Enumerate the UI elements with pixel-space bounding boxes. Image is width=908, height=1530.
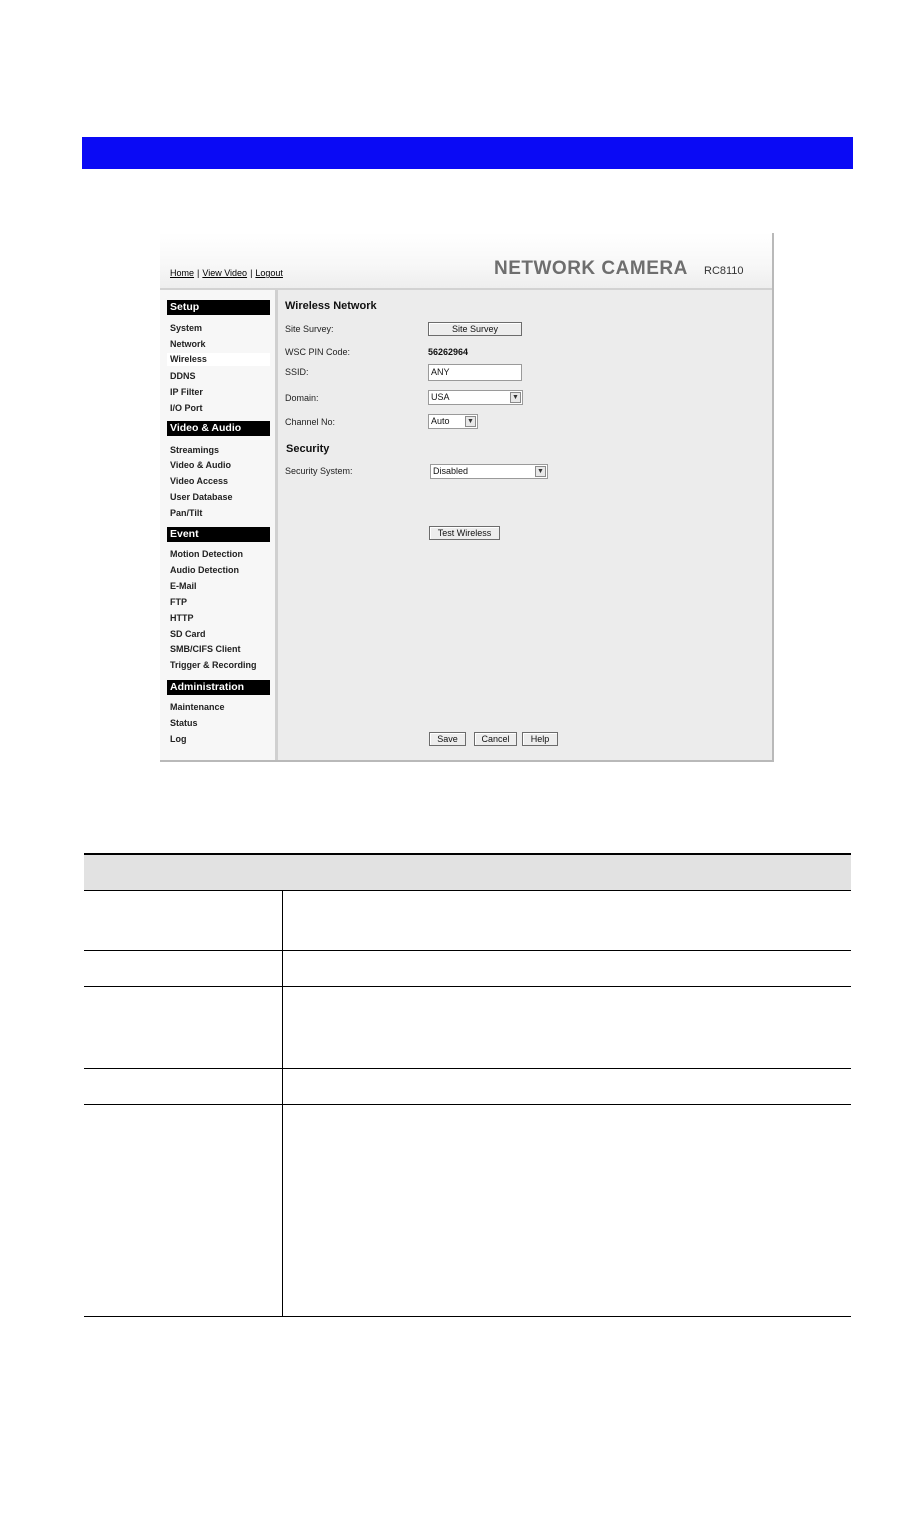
channel-select[interactable] xyxy=(428,414,478,429)
table-row xyxy=(84,891,851,951)
table-cell xyxy=(283,987,852,1069)
security-system-label: Security System: xyxy=(285,466,353,476)
sidebar-item-http[interactable]: HTTP xyxy=(170,613,194,623)
sidebar-item-wireless[interactable]: Wireless xyxy=(167,353,270,366)
sidebar-heading-video-audio: Video & Audio xyxy=(167,421,270,436)
sidebar-item-audio-detection[interactable]: Audio Detection xyxy=(170,565,239,575)
table-cell xyxy=(84,1105,283,1317)
table-row xyxy=(84,987,851,1069)
header xyxy=(160,233,772,290)
sidebar-heading-administration: Administration xyxy=(167,680,270,695)
sidebar-item-system[interactable]: System xyxy=(170,323,203,333)
domain-label: Domain: xyxy=(285,393,319,403)
table-cell xyxy=(84,891,283,951)
brand-title: NETWORK CAMERA xyxy=(494,258,688,279)
sidebar-item-user-database[interactable]: User Database xyxy=(170,492,233,502)
sidebar-item-ip-filter[interactable]: IP Filter xyxy=(170,387,203,397)
domain-select[interactable] xyxy=(428,390,523,405)
test-wireless-button[interactable]: Test Wireless xyxy=(429,526,500,540)
security-system-select[interactable] xyxy=(430,464,548,479)
sidebar-item-pan-tilt[interactable]: Pan/Tilt xyxy=(170,508,203,518)
sidebar-item-trigger-recording[interactable]: Trigger & Recording xyxy=(170,660,257,670)
channel-selected-value: Auto xyxy=(431,416,450,426)
table-row xyxy=(84,1069,851,1105)
sidebar-item-motion-detection[interactable]: Motion Detection xyxy=(170,549,243,559)
sidebar-item-maintenance[interactable]: Maintenance xyxy=(170,702,225,712)
section-title-security: Security xyxy=(286,443,330,455)
section-title-wireless-network: Wireless Network xyxy=(285,300,377,312)
sidebar-item-ftp[interactable]: FTP xyxy=(170,597,187,607)
site-survey-label: Site Survey: xyxy=(285,324,334,334)
model-number: RC8110 xyxy=(704,265,744,277)
wsc-pin-label: WSC PIN Code: xyxy=(285,347,351,357)
table-cell xyxy=(84,987,283,1069)
ssid-label: SSID: xyxy=(285,367,309,377)
table-header-row xyxy=(84,854,851,891)
sidebar-item-network[interactable]: Network xyxy=(170,339,206,349)
sidebar-item-ddns[interactable]: DDNS xyxy=(170,371,196,381)
domain-selected-value: USA xyxy=(431,392,450,402)
sidebar-item-smb-cifs-client[interactable]: SMB/CIFS Client xyxy=(170,644,241,654)
table-cell xyxy=(84,951,283,987)
ssid-field[interactable]: ANY xyxy=(428,364,522,381)
link-separator: | xyxy=(250,268,253,278)
channel-label: Channel No: xyxy=(285,417,336,427)
save-button[interactable]: Save xyxy=(429,732,466,746)
sidebar-item-video-audio[interactable]: Video & Audio xyxy=(170,460,232,470)
sidebar-item-streamings[interactable]: Streamings xyxy=(170,445,220,455)
table-row xyxy=(84,951,851,987)
sidebar-heading-event: Event xyxy=(167,527,270,542)
site-survey-button[interactable]: Site Survey xyxy=(428,322,522,336)
camera-web-ui-screenshot xyxy=(160,233,774,762)
sidebar xyxy=(160,290,278,760)
sidebar-item-io-port[interactable]: I/O Port xyxy=(170,403,203,413)
title-bar xyxy=(82,137,853,169)
wsc-pin-value: 56262964 xyxy=(428,347,469,357)
link-separator: | xyxy=(197,268,200,278)
chevron-down-icon[interactable]: ▼ xyxy=(535,466,546,477)
home-link[interactable]: Home xyxy=(170,268,195,278)
table-cell xyxy=(283,1069,852,1105)
table-row xyxy=(84,1105,851,1317)
table-cell xyxy=(283,951,852,987)
sidebar-item-video-access[interactable]: Video Access xyxy=(170,476,229,486)
help-button[interactable]: Help xyxy=(522,732,558,746)
sidebar-item-sd-card[interactable]: SD Card xyxy=(170,629,206,639)
chevron-down-icon[interactable]: ▼ xyxy=(465,416,476,427)
security-system-selected-value: Disabled xyxy=(433,466,469,476)
cancel-button[interactable]: Cancel xyxy=(474,732,517,746)
sidebar-item-status[interactable]: Status xyxy=(170,718,198,728)
table-cell xyxy=(283,891,852,951)
sidebar-heading-setup: Setup xyxy=(167,300,270,315)
sidebar-item-log[interactable]: Log xyxy=(170,734,187,744)
logout-link[interactable]: Logout xyxy=(255,268,283,278)
table-cell xyxy=(283,1105,852,1317)
view-video-link[interactable]: View Video xyxy=(202,268,248,278)
chevron-down-icon[interactable]: ▼ xyxy=(510,392,521,403)
table-header-cell xyxy=(84,854,851,891)
sidebar-item-email[interactable]: E-Mail xyxy=(170,581,197,591)
top-links xyxy=(170,268,283,278)
settings-description-table xyxy=(84,853,851,1317)
wireless-settings-panel xyxy=(280,290,770,760)
table-cell xyxy=(84,1069,283,1105)
